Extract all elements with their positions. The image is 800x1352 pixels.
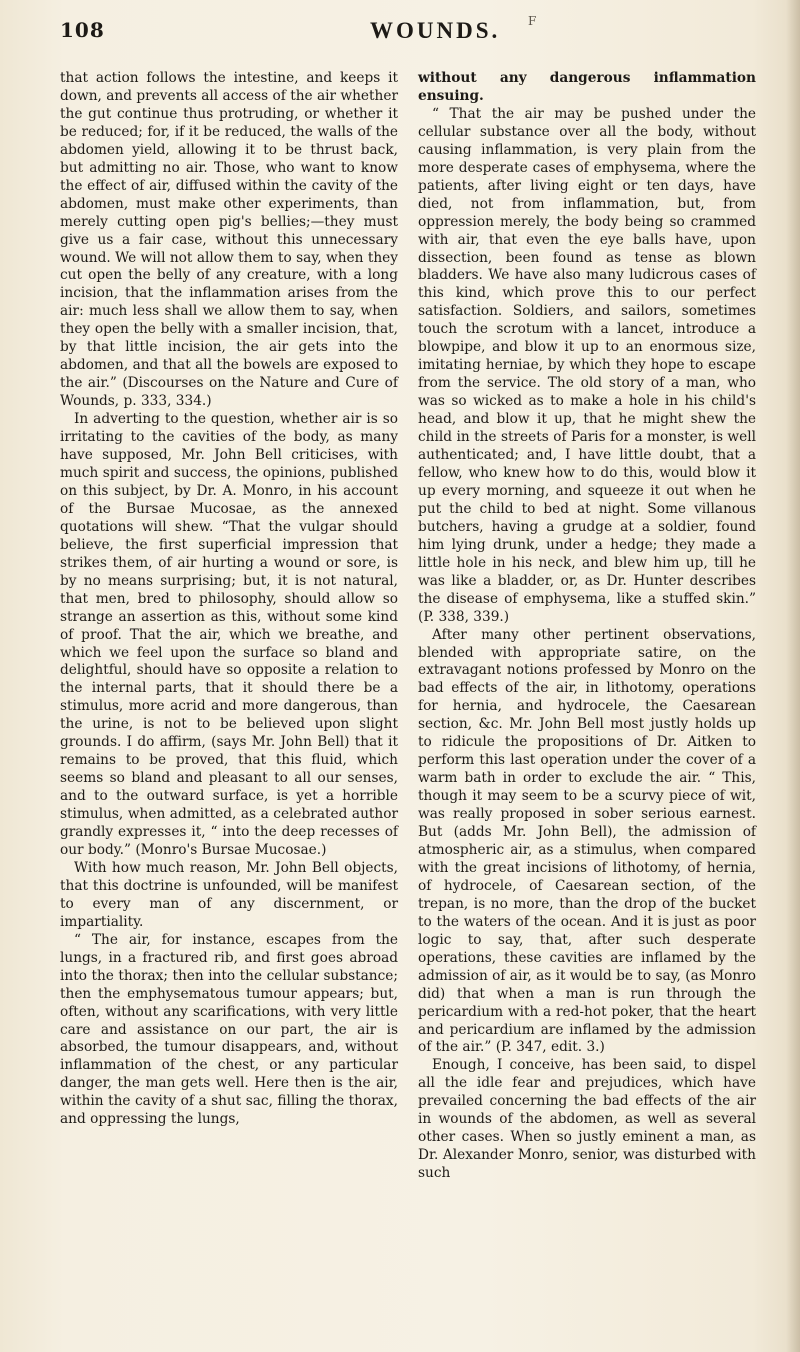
right-column [418, 70, 756, 1183]
paragraph: without any dangerous inflammation ensuing. [418, 70, 756, 104]
paragraph: After many other pertinent observations, blended with appropriate satire, on the extravagant notions professed by Monro on the bad effects of the air, in lithotomy, operations for hernia, and hydrocele, the Caesarean section, &c. Mr. John Bell most justly holds up to ridicule the propositions of Dr. Aitken to perform this last operation under the cover of a warm bath in order to exclude the air. “ This, though it may seem to be a scurvy piece of wit, was really proposed in sober serious earnest. But (adds Mr. John Bell), the admission of atmospheric air, as a stimulus, when compared with the great incisions of lithotomy, of hernia, of hydrocele, of Caesarean section, of the trepan, is no more, than the drop of the bucket to the waters of the ocean. And it is just as poor logic to say, that, after such desperate operations, these cavities are inflamed by the admission of air, as it would be to say, (as Monro did) that when a man is run through the pericardium with a red-hot poker, that the heart and pericardium are inflamed by the admission of the air.” (P. 347, edit. 3.) [418, 626, 756, 1056]
page-number: 108 [60, 18, 105, 42]
paragraph: that action follows the intestine, and keeps it down, and prevents all access of the air whether the gut continue thus protruding, or whether it be reduced; for, if it be reduced, the walls of the abdomen yield, allowing it to be thrust back, but admitting no air. Those, who want to know the effect of air, diffused within the cavity of the abdomen, must make other experiments, than merely cutting open pig's bellies;—they must give us a fair case, without this unnecessary wound. We will not allow them to say, when they cut open the belly of any creature, with a long incision, that the inflammation arises from the air: much less shall we allow them to say, when they open the belly with a smaller incision, that, by that little incision, the air gets into the abdomen, and that all the bowels are exposed to the air.” (Discourses on the Nature and Cure of Wounds, p. 333, 334.) [60, 70, 398, 410]
paragraph: With how much reason, Mr. John Bell objects, that this doctrine is unfounded, will be manifest to every man of any discernment, or impartiality. [60, 859, 398, 930]
page-header [60, 14, 750, 58]
paragraph: Enough, I conceive, has been said, to dispel all the idle fear and prejudices, which have prevailed concerning the bad effects of the air in wounds of the abdomen, as well as several other cases. When so justly eminent a man, as Dr. Alexander Monro, senior, was disturbed with such [418, 1057, 756, 1182]
running-head: WOUNDS. [370, 18, 501, 43]
left-column [60, 70, 398, 1129]
page-edge-shadow [786, 0, 800, 1352]
paragraph: “ The air, for instance, escapes from the lungs, in a fractured rib, and first goes abroad into the thorax; then into the cellular substance; then the emphysematous tumour appears; but, often, without any scarifications, with very little care and assistance on our part, the air is absorbed, the tumour disappears, and, without inflammation of the chest, or any particular danger, the man gets well. Here then is the air, within the cavity of a shut sac, filling the thorax, and oppressing the lungs, [60, 931, 398, 1128]
paragraph: In adverting to the question, whether air is so irritating to the cavities of the body, as many have supposed, Mr. John Bell criticises, with much spirit and success, the opinions, published on this subject, by Dr. A. Monro, in his account of the Bursae Mucosae, as the annexed quotations will shew. “That the vulgar should believe, the first superficial impression that strikes them, of air hurting a wound or sore, is by no means surprising; but, it is not natural, that men, bred to philosophy, should allow so strange an assertion as this, without some kind of proof. That the air, which we breathe, and which we feel upon the surface so bland and delightful, should have so opposite a relation to the internal parts, that it should there be a stimulus, more acrid and more dangerous, than the urine, is not to be believed upon slight grounds. I do affirm, (says Mr. John Bell) that it remains to be proved, that this fluid, which seems so bland and pleasant to all our senses, and to the outward surface, is yet a horrible stimulus, when admitted, as a celebrated author grandly expresses it, “ into the deep recesses of our body.” (Monro's Bursae Mucosae.) [60, 411, 398, 858]
paragraph: “ That the air may be pushed under the cellular substance over all the body, without causing inflammation, is very plain from the more desperate cases of emphysema, where the patients, after living eight or ten days, have died, not from inflammation, but, from oppression merely, the body being so crammed with air, that even the eye balls have, upon dissection, been found as tense as blown bladders. We have also many ludicrous cases of this kind, which prove this to our perfect satisfaction. Soldiers, and sailors, sometimes touch the scrotum with a lancet, introduce a blowpipe, and blow it up to an enormous size, imitating herniae, by which they hope to escape from the service. The old story of a man, who was so wicked as to make a hole in his child's head, and blow it up, that he might shew the child in the streets of Paris for a monster, is well authenticated; and, I have little doubt, that a fellow, who knew how to do this, would blow it up every morning, and squeeze it out when he put the child to bed at night. Some villanous butchers, having a grudge at a soldier, found him lying drunk, under a hedge; they made a little hole in his neck, and blew him up, till he was like a bladder, or, as Dr. Hunter describes the disease of emphysema, like a stuffed skin.” (P. 338, 339.) [418, 105, 756, 625]
printer-mark: F [528, 14, 537, 28]
